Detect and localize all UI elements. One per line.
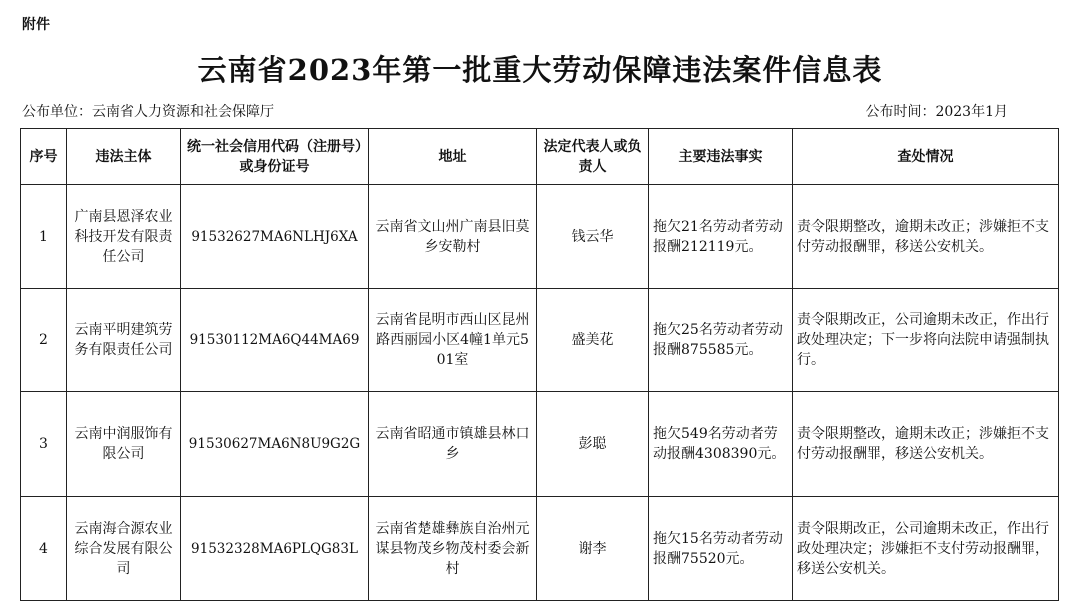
- header-seq: 序号: [21, 129, 67, 185]
- cell-entity: 云南平明建筑劳务有限责任公司: [67, 289, 181, 392]
- cell-address: 云南省昭通市镇雄县林口乡: [369, 392, 537, 497]
- header-address: 地址: [369, 129, 537, 185]
- table-row: [21, 392, 1059, 497]
- cell-seq: 4: [21, 497, 67, 601]
- cell-address: 云南省文山州广南县旧莫乡安勒村: [369, 185, 537, 289]
- cell-seq: 3: [21, 392, 67, 497]
- cell-code: 91530112MA6Q44MA69: [181, 289, 369, 392]
- cell-address: 云南省楚雄彝族自治州元谋县物茂乡物茂村委会新村: [369, 497, 537, 601]
- case-info-table: [20, 128, 1059, 601]
- cell-facts: 拖欠549名劳动者劳动报酬4308390元。: [649, 392, 793, 497]
- table-header-row: [21, 129, 1059, 185]
- header-entity: 违法主体: [67, 129, 181, 185]
- header-rep: 法定代表人或负责人: [537, 129, 649, 185]
- cell-handling: 责令限期整改，逾期未改正；涉嫌拒不支付劳动报酬罪，移送公安机关。: [793, 185, 1059, 289]
- cell-entity: 广南县恩泽农业科技开发有限责任公司: [67, 185, 181, 289]
- cell-entity: 云南海合源农业综合发展有限公司: [67, 497, 181, 601]
- table-row: [21, 497, 1059, 601]
- cell-facts: 拖欠21名劳动者劳动报酬212119元。: [649, 185, 793, 289]
- cell-rep: 谢李: [537, 497, 649, 601]
- cell-handling: 责令限期整改，逾期未改正；涉嫌拒不支付劳动报酬罪，移送公安机关。: [793, 392, 1059, 497]
- table-row: [21, 185, 1059, 289]
- cell-seq: 1: [21, 185, 67, 289]
- cell-seq: 2: [21, 289, 67, 392]
- attachment-label: 附件: [22, 17, 50, 33]
- cell-rep: 钱云华: [537, 185, 649, 289]
- cell-facts: 拖欠15名劳动者劳动报酬75520元。: [649, 497, 793, 601]
- header-handling: 查处情况: [793, 129, 1059, 185]
- cell-code: 91532328MA6PLQG83L: [181, 497, 369, 601]
- cell-address: 云南省昆明市西山区昆州路西丽园小区4幢1单元501室: [369, 289, 537, 392]
- header-code: 统一社会信用代码（注册号）或身份证号: [181, 129, 369, 185]
- cell-entity: 云南中润服饰有限公司: [67, 392, 181, 497]
- table-row: [21, 289, 1059, 392]
- document-title: 云南省2023年第一批重大劳动保障违法案件信息表: [197, 53, 883, 87]
- cell-code: 91532627MA6NLHJ6XA: [181, 185, 369, 289]
- cell-code: 91530627MA6N8U9G2G: [181, 392, 369, 497]
- cell-rep: 盛美花: [537, 289, 649, 392]
- cell-rep: 彭聪: [537, 392, 649, 497]
- publisher-text: 公布单位：云南省人力资源和社会保障厅: [22, 104, 274, 120]
- header-facts: 主要违法事实: [649, 129, 793, 185]
- cell-handling: 责令限期改正，公司逾期未改正，作出行政处理决定；下一步将向法院申请强制执行。: [793, 289, 1059, 392]
- cell-handling: 责令限期改正，公司逾期未改正，作出行政处理决定；涉嫌拒不支付劳动报酬罪，移送公安机关。: [793, 497, 1059, 601]
- cell-facts: 拖欠25名劳动者劳动报酬875585元。: [649, 289, 793, 392]
- publish-date-text: 公布时间：2023年1月: [865, 104, 1008, 120]
